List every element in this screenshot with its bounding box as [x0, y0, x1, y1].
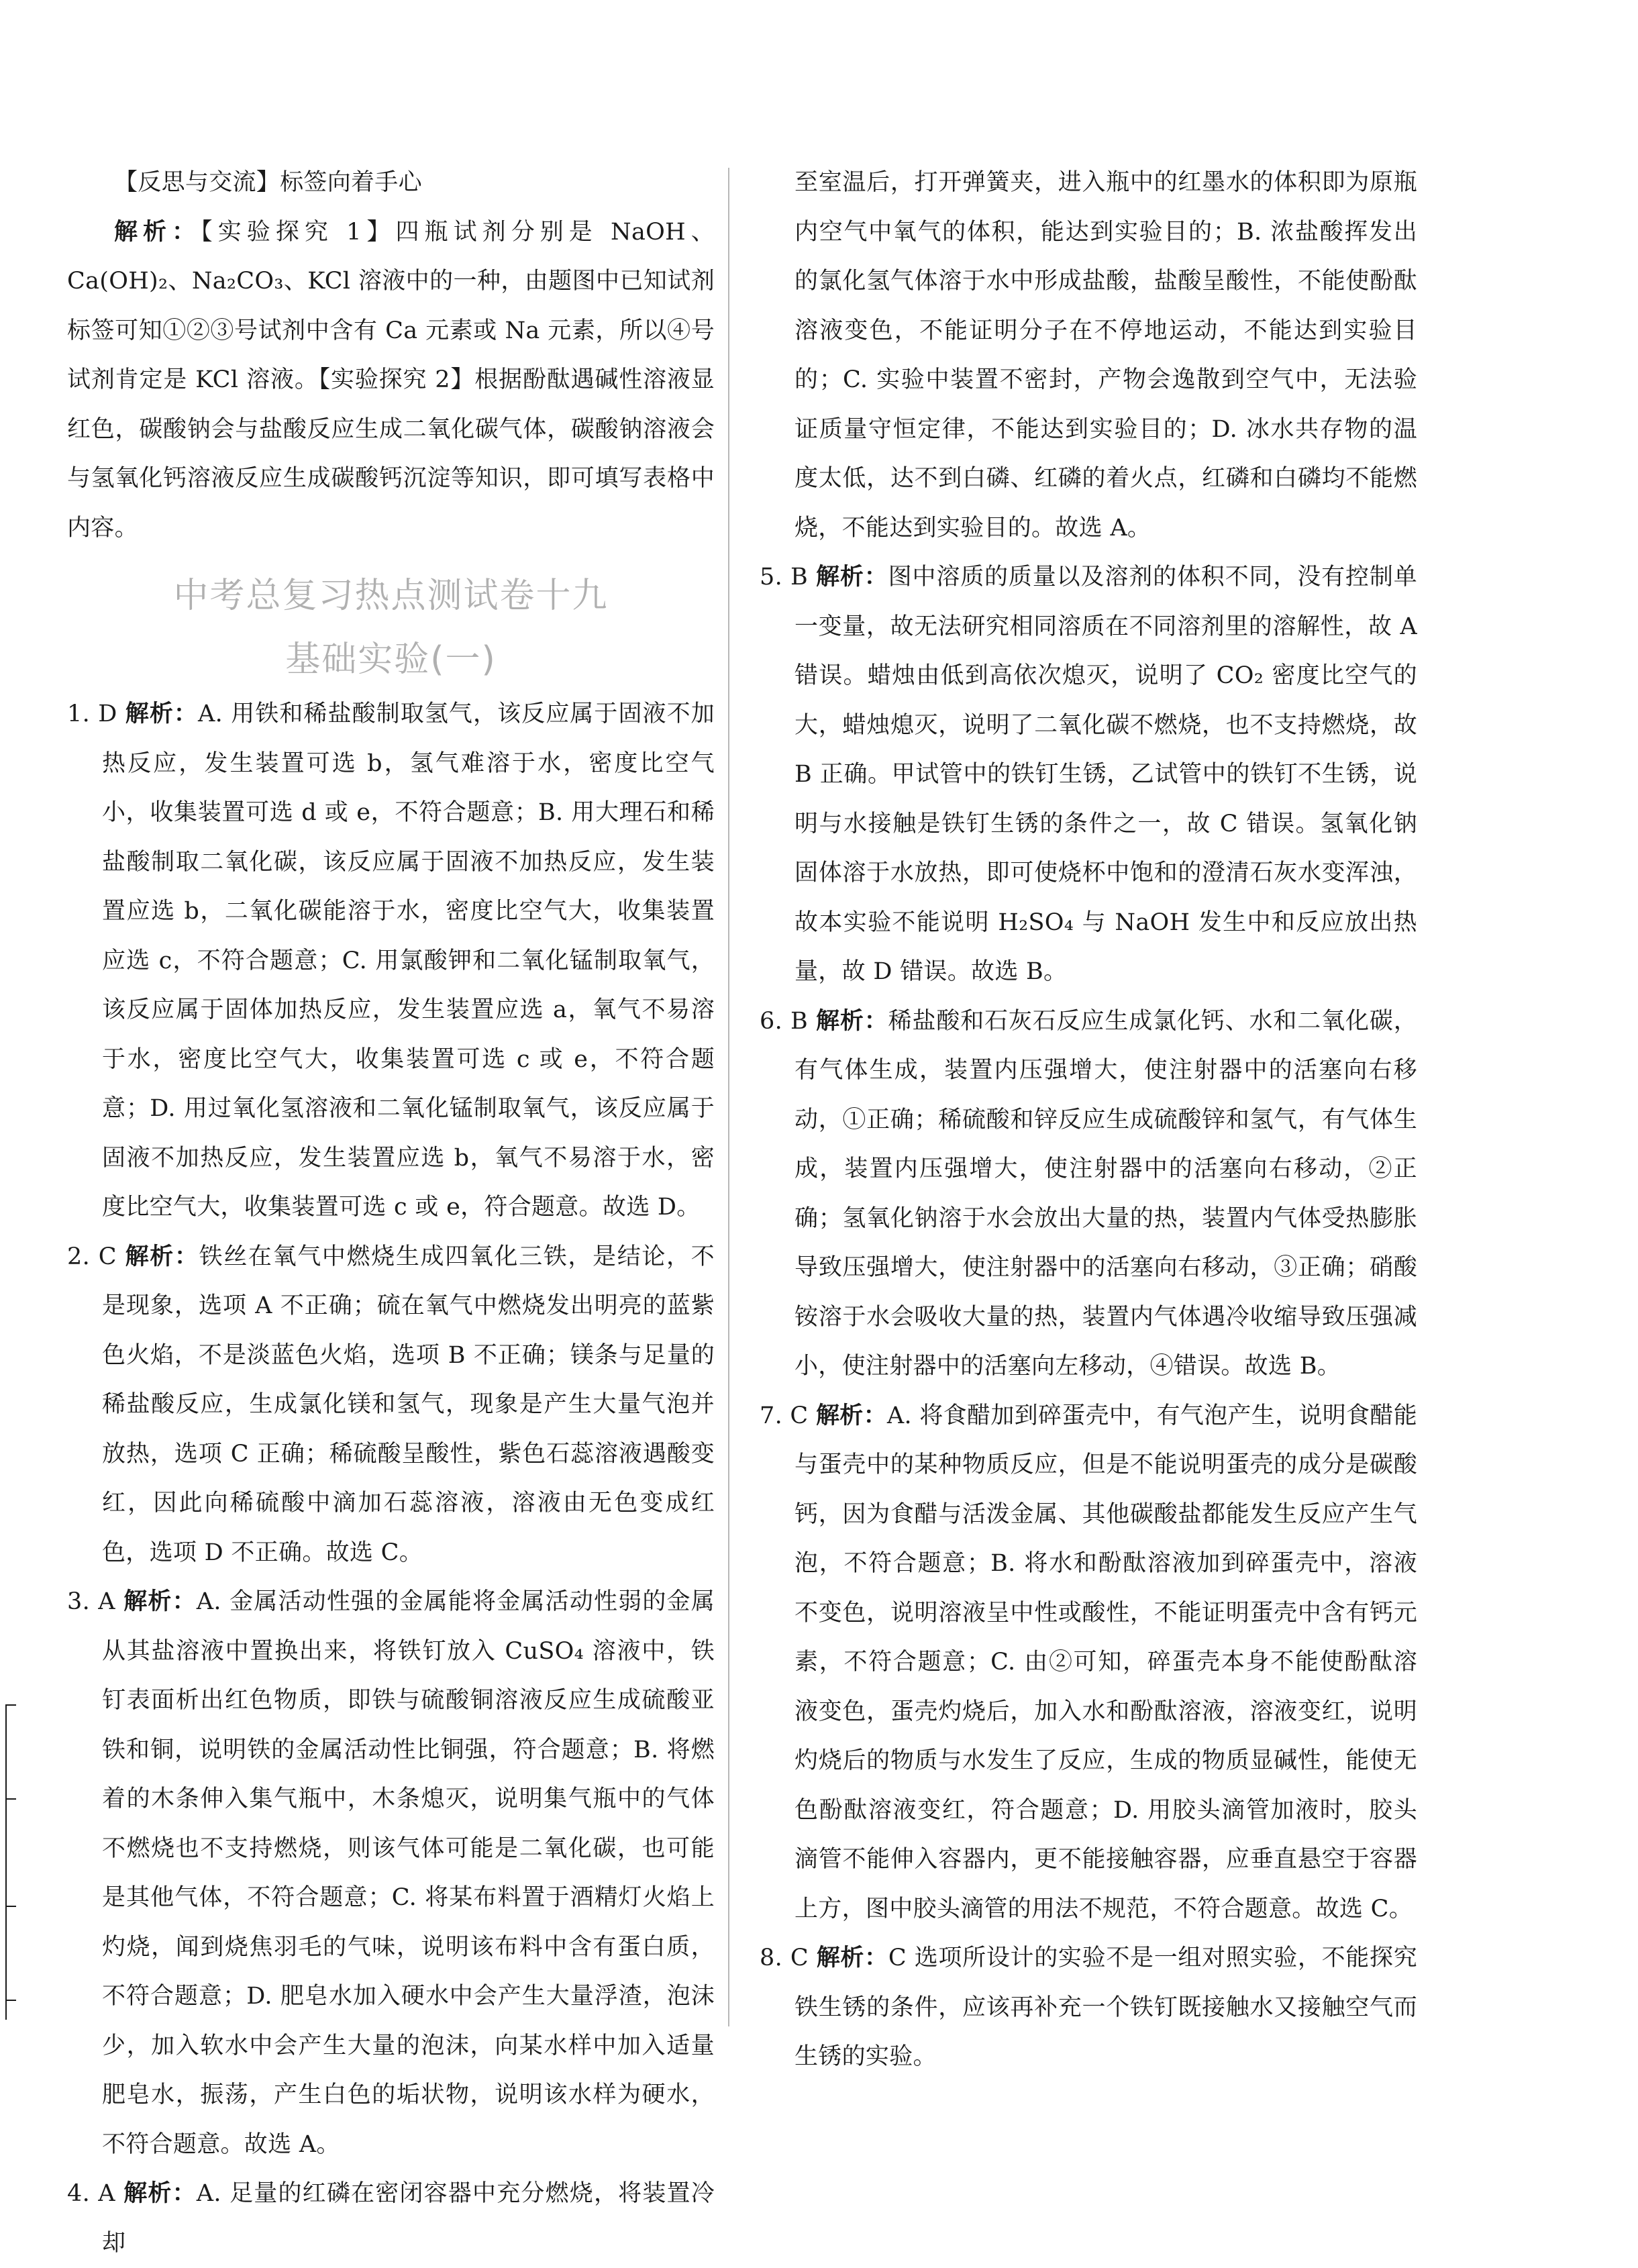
answer-item [67, 1578, 715, 2169]
analysis-text: C 选项所设计的实验不是一组对照实验，不能探究铁生锈的条件，应该再补充一个铁钉既接触水又接触空气而生锈的实验。 [795, 1945, 1417, 2070]
section-subtitle: 基础实验(一) [285, 639, 497, 680]
right-column [760, 158, 1417, 2082]
intro-analysis [67, 208, 715, 554]
analysis-label: 解析： [125, 1243, 199, 1270]
analysis-text: 图中溶质的质量以及溶剂的体积不同，没有控制单一变量，故无法研究相同溶质在不同溶剂里的溶解性，故 A 错误。蜡烛由低到高依次熄灭，说明了 CO₂ 密度比空气的大，蜡烛熄灭，说明了二氧化碳不燃烧，也不支持燃烧，故 B 正确。甲试管中的铁钉生锈，乙试管中的铁钉不生锈，说明与水接触是铁钉生锈的条件之一，故 C 错误。氢氧化钠固体溶于水放热，即可使烧杯中饱和的澄清石灰水变浑浊，故本实验不能说明 H₂SO₄ 与 NaOH 发生中和反应放出热量，故 D 错误。故选 B。 [795, 564, 1417, 985]
margin-mark [5, 1704, 7, 2020]
analysis-label: 解析： [816, 1945, 888, 1971]
answer-number: 5. B [760, 564, 809, 590]
answer-number: 6. B [760, 1007, 809, 1035]
column-divider [728, 168, 729, 2026]
intro-header: 【反思与交流】标签向着手心 [114, 169, 422, 196]
answer-number: 1. D [67, 701, 117, 727]
answer-item [760, 553, 1417, 997]
analysis-label: 解析： [123, 2180, 197, 2207]
left-column [67, 158, 715, 2268]
analysis-label: 解析： [816, 1007, 888, 1035]
analysis-text: A. 金属活动性强的金属能将金属活动性弱的金属从其盐溶液中置换出来，将铁钉放入 CuSO₄ 溶液中，铁钉表面析出红色物质，即铁与硫酸铜溶液反应生成硫酸亚铁和铜，说明铁的金属活动性比铜强，符合题意；B. 将燃着的木条伸入集气瓶中，木条熄灭，说明集气瓶中的气体不燃烧也不支持燃烧，则该气体可能是二氧化碳，也可能是其他气体，不符合题意；C. 将某布料置于酒精灯火焰上灼烧，闻到烧焦羽毛的气味，说明该布料中含有蛋白质，不符合题意；D. 肥皂水加入硬水中会产生大量浮渣，泡沫少，加入软水中会产生大量的泡沫，向某水样中加入适量肥皂水，振荡，产生白色的垢状物，说明该水样为硬水，不符合题意。故选 A。 [102, 1588, 715, 2158]
answer-number: 3. A [67, 1588, 115, 1615]
analysis-label: 解析： [815, 1402, 887, 1429]
answer-item [67, 2169, 715, 2268]
analysis-text: A. 用铁和稀盐酸制取氢气，该反应属于固液不加热反应，发生装置可选 b，氢气难溶于水，密度比空气小，收集装置可选 d 或 e，不符合题意；B. 用大理石和稀盐酸制取二氧化碳，该反应属于固液不加热反应，发生装置应选 b，二氧化碳能溶于水，密度比空气大，收集装置应选 c，不符合题意；C. 用氯酸钾和二氧化锰制取氧气，该反应属于固体加热反应，发生装置应选 a，氧气不易溶于水，密度比空气大，收集装置可选 c 或 e，不符合题意；D. 用过氧化氢溶液和二氧化锰制取氧气，该反应属于固液不加热反应，发生装置应选 b，氧气不易溶于水，密度比空气大，收集装置可选 c 或 e，符合题意。故选 D。 [102, 701, 715, 1221]
continued-text: 至室温后，打开弹簧夹，进入瓶中的红墨水的体积即为原瓶内空气中氧气的体积，能达到实验目的；B. 浓盐酸挥发出的氯化氢气体溶于水中形成盐酸，盐酸呈酸性，不能使酚酞溶液变色，不能证明分子在不停地运动，不能达到实验目的；C. 实验中装置不密封，产物会逸散到空气中，无法验证质量守恒定律，不能达到实验目的；D. 冰水共存物的温度太低，达不到白磷、红磷的着火点，红磷和白磷均不能燃烧，不能达到实验目的。故选 A。 [795, 169, 1417, 542]
analysis-label: 解析： [114, 218, 201, 246]
answer-item [760, 1392, 1417, 1935]
margin-mark [5, 2000, 16, 2001]
analysis-label: 解析： [816, 564, 888, 590]
analysis-text: 稀盐酸和石灰石反应生成氯化钙、水和二氧化碳，有气体生成，装置内压强增大，使注射器中的活塞向右移动，①正确；稀硫酸和锌反应生成硫酸锌和氢气，有气体生成，装置内压强增大，使注射器中的活塞向右移动，②正确；氢氧化钠溶于水会放出大量的热，装置内气体受热膨胀导致压强增大，使注射器中的活塞向右移动，③正确；硝酸铵溶于水会吸收大量的热，装置内气体遇冷收缩导致压强减小，使注射器中的活塞向左移动，④错误。故选 B。 [795, 1007, 1417, 1380]
analysis-text: A. 将食醋加到碎蛋壳中，有气泡产生，说明食醋能与蛋壳中的某种物质反应，但是不能说明蛋壳的成分是碳酸钙，因为食醋与活泼金属、其他碳酸盐都能发生反应产生气泡，不符合题意；B. 将水和酚酞溶液加到碎蛋壳中，溶液不变色，说明溶液呈中性或酸性，不能证明蛋壳中含有钙元素，不符合题意；C. 由②可知，碎蛋壳本身不能使酚酞溶液变色，蛋壳灼烧后，加入水和酚酞溶液，溶液变红，说明灼烧后的物质与水发生了反应，生成的物质显碱性，能使无色酚酞溶液变红，符合题意；D. 用胶头滴管加液时，胶头滴管不能伸入容器内，更不能接触容器，应垂直悬空于容器上方，图中胶头滴管的用法不规范，不符合题意。故选 C。 [795, 1402, 1417, 1922]
analysis-label: 解析： [123, 1588, 197, 1615]
answer-number: 2. C [67, 1243, 117, 1270]
analysis-text: 【实验探究 1】四瓶试剂分别是 NaOH、Ca(OH)₂、Na₂CO₃、KCl 溶液中的一种，由题图中已知试剂标签可知①②③号试剂中含有 Ca 元素或 Na 元素，所以④号试剂肯定是 KCl 溶液。【实验探究 2】根据酚酞遇碱性溶液显红色，碳酸钠会与盐酸反应生成二氧化碳气体，碳酸钠溶液会与氢氧化钙溶液反应生成碳酸钙沉淀等知识，即可填写表格中内容。 [67, 218, 715, 542]
analysis-text: A. 足量的红磷在密闭容器中充分燃烧，将装置冷却 [102, 2180, 715, 2257]
analysis-label: 解析： [125, 701, 198, 727]
answer-item [760, 997, 1417, 1392]
answer-number: 8. C [760, 1945, 809, 1971]
margin-mark [5, 1704, 16, 1706]
answer-number: 7. C [760, 1402, 809, 1429]
margin-mark [5, 1906, 16, 1907]
answer-number: 4. A [67, 2180, 115, 2207]
section-title: 中考总复习热点测试卷十九 [173, 576, 609, 616]
answer-item [67, 1233, 715, 1578]
analysis-text: 铁丝在氧气中燃烧生成四氧化三铁，是结论，不是现象，选项 A 不正确；硫在氧气中燃烧发出明亮的蓝紫色火焰，不是淡蓝色火焰，选项 B 不正确；镁条与足量的稀盐酸反应，生成氯化镁和氢气，现象是产生大量气泡并放热，选项 C 正确；稀硫酸呈酸性，紫色石蕊溶液遇酸变红，因此向稀硫酸中滴加石蕊溶液，溶液由无色变成红色，选项 D 不正确。故选 C。 [102, 1243, 715, 1566]
margin-mark [5, 1798, 16, 1800]
answer-item [760, 1934, 1417, 2082]
answer-item [67, 690, 715, 1233]
